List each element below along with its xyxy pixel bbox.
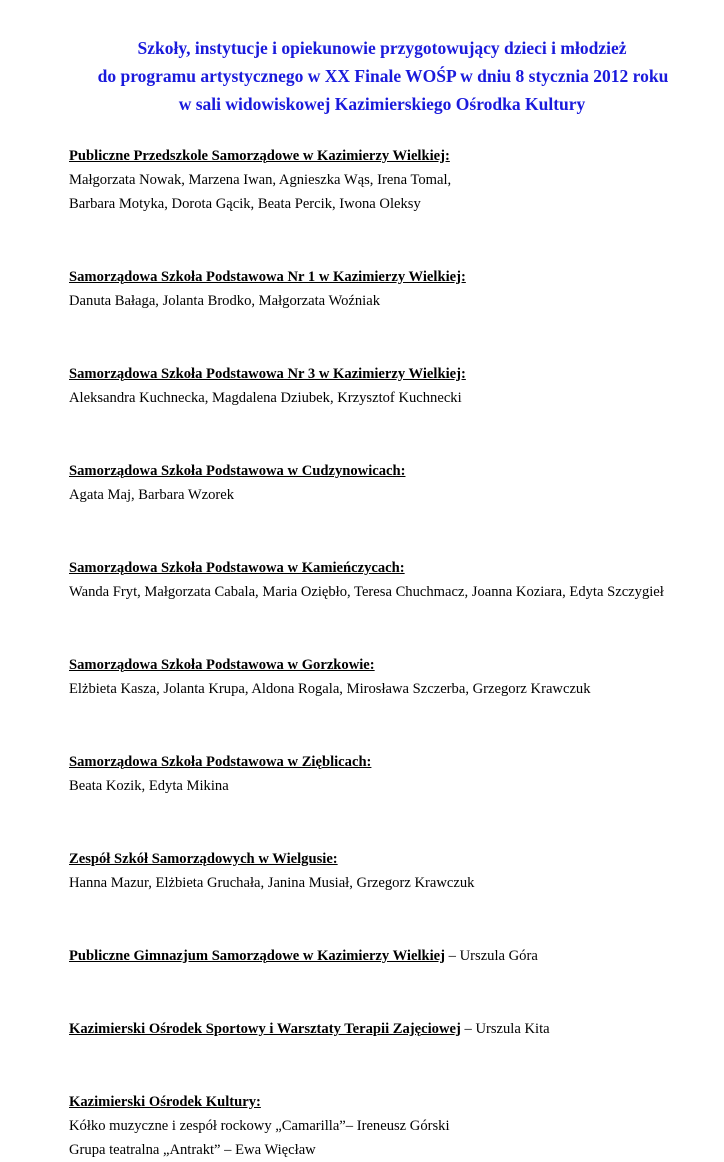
section-gimnazjum <box>69 944 709 968</box>
section-names-line: Aleksandra Kuchnecka, Magdalena Dziubek, Krzysztof Kuchnecki <box>69 390 462 406</box>
section-names-line: Barbara Motyka, Dorota Gącik, Beata Percik, Iwona Oleksy <box>69 196 421 212</box>
section-ssp-zieblice <box>69 750 709 798</box>
section-zss-wielgus <box>69 847 709 895</box>
section-ssp-nr1 <box>69 265 709 313</box>
title-line-1: Szkoły, instytucje i opiekunowie przygotowujący dzieci i młodzież <box>137 38 627 58</box>
section-names-line: Wanda Fryt, Małgorzata Cabala, Maria Oziębło, Teresa Chuchmacz, Joanna Koziara, Edyta Szczygieł <box>69 584 664 600</box>
section-heading: Samorządowa Szkoła Podstawowa w Zięblicach: <box>69 754 372 770</box>
section-ssp-kamienczyce <box>69 556 709 604</box>
sections-list <box>69 144 709 1162</box>
section-heading: Samorządowa Szkoła Podstawowa Nr 3 w Kazimierzy Wielkiej: <box>69 366 466 382</box>
section-inline-name: – Urszula Góra <box>445 948 538 964</box>
section-heading: Publiczne Przedszkole Samorządowe w Kazimierzy Wielkiej: <box>69 148 450 164</box>
title-line-2: do programu artystycznego w XX Finale WOŚP w dniu 8 stycznia 2012 roku <box>97 66 669 86</box>
title-line-3: w sali widowiskowej Kazimierskiego Ośrodka Kultury <box>178 94 586 114</box>
section-names-line: Grupa teatralna „Antrakt” – Ewa Więcław <box>69 1142 316 1158</box>
section-heading: Publiczne Gimnazjum Samorządowe w Kazimierzy Wielkiej <box>69 948 446 964</box>
section-heading: Kazimierski Ośrodek Sportowy i Warsztaty Terapii Zajęciowej <box>69 1021 461 1037</box>
section-names-line: Agata Maj, Barbara Wzorek <box>69 487 235 503</box>
section-names-line: Elżbieta Kasza, Jolanta Krupa, Aldona Rogala, Mirosława Szczerba, Grzegorz Krawczuk <box>69 681 591 697</box>
section-names-line: Beata Kozik, Edyta Mikina <box>69 778 229 794</box>
section-inline-name: – Urszula Kita <box>460 1021 550 1037</box>
section-ssp-nr3 <box>69 362 709 410</box>
section-names-line: Małgorzata Nowak, Marzena Iwan, Agnieszka Wąs, Irena Tomal, <box>69 172 452 188</box>
section-heading: Samorządowa Szkoła Podstawowa Nr 1 w Kazimierzy Wielkiej: <box>69 269 466 285</box>
page-title <box>0 34 724 118</box>
section-names-line: Hanna Mazur, Elżbieta Gruchała, Janina Musiał, Grzegorz Krawczuk <box>69 875 475 891</box>
section-names-line: Danuta Bałaga, Jolanta Brodko, Małgorzata Woźniak <box>69 293 381 309</box>
section-heading: Zespół Szkół Samorządowych w Wielgusie: <box>69 851 338 867</box>
section-kok <box>69 1090 709 1162</box>
section-heading: Kazimierski Ośrodek Kultury: <box>69 1094 261 1110</box>
section-ssp-cudzynowice <box>69 459 709 507</box>
section-przedszkole <box>69 144 709 216</box>
section-heading: Samorządowa Szkoła Podstawowa w Gorzkowie: <box>69 657 375 673</box>
section-kos-wtz <box>69 1017 709 1041</box>
section-heading: Samorządowa Szkoła Podstawowa w Kamieńczycach: <box>69 560 405 576</box>
section-heading: Samorządowa Szkoła Podstawowa w Cudzynowicach: <box>69 463 406 479</box>
section-names-line: Kółko muzyczne i zespół rockowy „Camarilla”– Ireneusz Górski <box>69 1118 450 1134</box>
section-ssp-gorzkow <box>69 653 709 701</box>
